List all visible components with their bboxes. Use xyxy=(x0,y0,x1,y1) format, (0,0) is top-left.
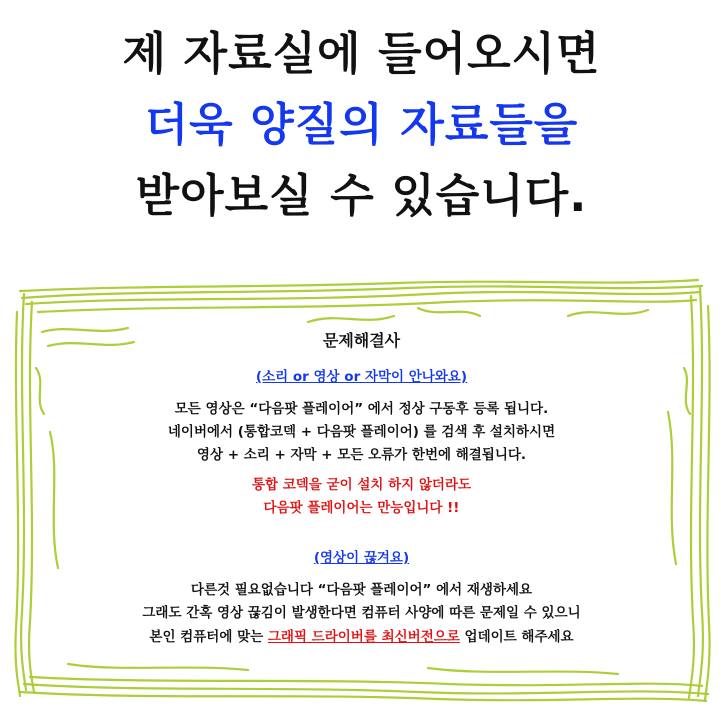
section2-line-3 xyxy=(48,626,675,649)
notice-title: 문제해결사 xyxy=(322,331,401,350)
section2-line-3-highlight: 그래픽 드라이버를 최신버전으로 xyxy=(267,628,460,645)
section2-line-3-pre: 본인 컴퓨터에 맞는 xyxy=(149,628,268,645)
section1-heading: (소리 or 영상 or 자막이 안나와요) xyxy=(255,369,468,385)
section2-heading: (영상이 끊겨요) xyxy=(313,550,410,567)
headline-line-1: 제 자료실에 들어오시면 xyxy=(122,27,601,80)
section1-red-line-2: 다음팟 플레이어는 만능입니다 !! xyxy=(263,499,460,516)
section2-line-1: 다른것 필요없습니다 “다음팟 플레이어” 에서 재생하세요 xyxy=(190,582,533,599)
headline-line-2: 더욱 양질의 자료들을 xyxy=(144,98,579,152)
section1-line-1: 모든 영상은 “다음팟 플레이어” 에서 정상 구동후 등록 됩니다. xyxy=(174,401,549,417)
section1-red-line-1: 통합 코덱을 굳이 설치 하지 않더라도 xyxy=(251,476,472,493)
section2-line-2: 그래도 간혹 영상 끊김이 발생한다면 컴퓨터 사양에 따른 문제일 수 있으니 xyxy=(142,605,581,622)
section2-line-3-post: 업데이트 해주세요 xyxy=(459,628,574,645)
notice-content xyxy=(8,272,715,708)
headline-line-3: 받아보실 수 있습니다. xyxy=(135,169,588,223)
section1-line-2: 네이버에서 (통합코덱 + 다음팟 플레이어) 를 검색 후 설치하시면 xyxy=(167,424,556,441)
scribble-frame-panel xyxy=(8,272,715,708)
headline-block xyxy=(0,0,723,231)
section1-line-3: 영상 + 소리 + 자막 + 모든 오류가 한번에 해결됩니다. xyxy=(196,447,527,464)
